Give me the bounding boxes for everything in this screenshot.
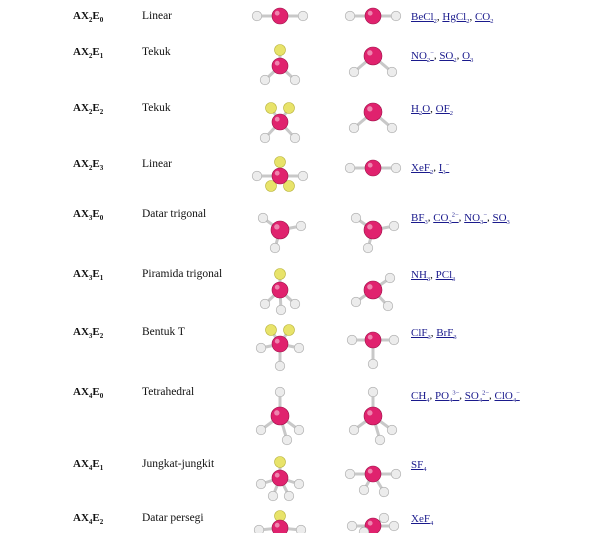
formula-label: $AX_4E_1$ xyxy=(73,458,104,473)
examples-list: XeF$_2$, $I_3^-$ xyxy=(411,161,450,176)
central-atom-highlight xyxy=(275,11,280,16)
molecule-model-shape xyxy=(338,320,408,372)
shape-label: Piramida trigonal xyxy=(142,268,223,280)
ligand-atom-sphere xyxy=(345,163,355,173)
example-compound-link[interactable]: XeF$_4$ xyxy=(411,513,434,528)
ligand-atom-sphere xyxy=(256,479,266,489)
ligand-atom-sphere xyxy=(375,435,385,445)
central-atom-sphere xyxy=(272,520,288,533)
molecule-model-with-lone-pairs xyxy=(245,0,315,34)
formula-label: $AX_4E_0$ xyxy=(73,386,104,401)
example-compound-link[interactable]: $CO_3^{2-}$ xyxy=(433,211,459,226)
molecule-model-with-lone-pairs xyxy=(245,96,315,144)
examples-list: $H_2O$, $OF_2$ xyxy=(411,103,453,118)
central-atom-sphere xyxy=(272,8,288,24)
ligand-atom-sphere xyxy=(294,343,304,353)
example-compound-link[interactable]: $NO_2^-$ xyxy=(411,49,434,64)
central-atom-highlight xyxy=(275,61,280,66)
ligand-atom-sphere xyxy=(294,425,304,435)
molecule-model-with-lone-pairs xyxy=(245,320,315,372)
ligand-atom-sphere xyxy=(347,521,357,531)
shape-label: Linear xyxy=(142,10,173,22)
ligand-atom-sphere xyxy=(349,67,359,77)
examples-list: $NO_2^-$, $SO_2$, $O_3$ xyxy=(411,49,474,64)
formula-label: $AX_3E_0$ xyxy=(73,208,104,223)
central-atom-highlight xyxy=(368,11,373,16)
central-atom-highlight xyxy=(274,410,279,415)
examples-list: $BF_3$, $CO_3^{2-}$, $NO_3^-$, $SO_3$ xyxy=(411,211,510,226)
example-compound-link[interactable]: $SO_3$ xyxy=(492,211,510,226)
shape-label: Tekuk xyxy=(142,46,171,58)
ligand-atom-sphere xyxy=(387,67,397,77)
formula-label: $AX_2E_2$ xyxy=(73,102,104,117)
molecule-model-with-lone-pairs xyxy=(245,40,315,88)
central-atom-sphere xyxy=(365,160,381,176)
ligand-atom-sphere xyxy=(387,425,397,435)
central-atom-sphere xyxy=(272,336,288,352)
example-compound-link[interactable]: $SO_2$ xyxy=(439,49,457,64)
example-compound-link[interactable]: $SF_4$ xyxy=(411,459,427,474)
ligand-atom-sphere xyxy=(294,479,304,489)
shape-label: Datar trigonal xyxy=(142,208,207,220)
central-atom-highlight xyxy=(275,117,280,122)
lone-pair-sphere xyxy=(275,45,286,56)
ligand-atom-sphere xyxy=(385,273,395,283)
ligand-atom-sphere xyxy=(391,11,401,21)
formula-label: $AX_3E_2$ xyxy=(73,326,104,341)
ligand-atom-sphere xyxy=(389,521,399,531)
formula-label: $AX_2E_1$ xyxy=(73,46,104,61)
example-compound-link[interactable]: XeF$_2$ xyxy=(411,161,434,176)
central-atom-highlight xyxy=(275,339,280,344)
example-compound-link[interactable]: HgCl$_2$ xyxy=(442,11,470,26)
ligand-atom-sphere xyxy=(351,213,361,223)
shape-label: Jungkat-jungkit xyxy=(142,458,215,470)
example-compound-link[interactable]: BeCl$_2$ xyxy=(411,11,437,26)
ligand-atom-sphere xyxy=(296,221,306,231)
molecule-model-shape xyxy=(338,0,408,34)
ligand-atom-sphere xyxy=(284,491,294,501)
central-atom-highlight xyxy=(275,473,280,478)
examples-list xyxy=(411,512,581,531)
molecule-model-shape xyxy=(338,454,408,502)
example-compound-link[interactable]: PCl$_3$ xyxy=(435,269,456,284)
ligand-atom-sphere xyxy=(379,487,389,497)
central-atom-sphere xyxy=(271,407,289,425)
ligand-atom-sphere xyxy=(268,491,278,501)
example-compound-link[interactable]: ClF$_3$ xyxy=(411,327,431,342)
ligand-atom-sphere xyxy=(256,425,266,435)
ligand-atom-sphere xyxy=(275,387,285,397)
examples-list: BeCl$_2$, HgCl$_2$, $CO_2$ xyxy=(411,11,494,26)
example-compound-link[interactable]: $I_3^-$ xyxy=(438,161,450,176)
formula-label: $AX_2E_3$ xyxy=(73,158,104,173)
lone-pair-sphere xyxy=(284,325,295,336)
ligand-atom-sphere xyxy=(254,525,264,533)
ligand-atom-sphere xyxy=(389,221,399,231)
ligand-atom-sphere xyxy=(275,361,285,371)
central-atom-highlight xyxy=(367,50,372,55)
ligand-atom-sphere xyxy=(389,335,399,345)
ligand-atom-sphere xyxy=(260,75,270,85)
central-atom-highlight xyxy=(274,224,279,229)
central-atom-sphere xyxy=(365,8,381,24)
lone-pair-sphere xyxy=(266,325,277,336)
lone-pair-sphere xyxy=(275,157,286,168)
shape-label: Linear xyxy=(142,158,173,170)
ligand-atom-sphere xyxy=(298,171,308,181)
central-atom-highlight xyxy=(368,163,373,168)
central-atom-highlight xyxy=(275,171,280,176)
example-compound-link[interactable]: $CO_2$ xyxy=(474,11,494,26)
example-compound-link[interactable]: BrF$_3$ xyxy=(436,327,457,342)
central-atom-sphere xyxy=(272,114,288,130)
central-atom-sphere xyxy=(272,58,288,74)
ligand-atom-sphere xyxy=(258,213,268,223)
ligand-atom-sphere xyxy=(298,11,308,21)
ligand-atom-sphere xyxy=(345,469,355,479)
ligand-atom-sphere xyxy=(379,513,389,523)
lone-pair-sphere xyxy=(275,269,286,280)
central-atom-highlight xyxy=(275,285,280,290)
formula-label: $AX_3E_1$ xyxy=(73,268,104,283)
central-atom-sphere xyxy=(272,168,288,184)
molecule-model-with-lone-pairs xyxy=(245,206,315,258)
formula-label: $AX_2E_0$ xyxy=(73,10,104,25)
ligand-atom-sphere xyxy=(351,297,361,307)
ligand-atom-sphere xyxy=(391,163,401,173)
ligand-atom-sphere xyxy=(270,243,280,253)
example-compound-link[interactable]: $H_2O$ xyxy=(411,103,431,118)
ligand-atom-sphere xyxy=(252,171,262,181)
molecule-model-shape xyxy=(338,96,408,144)
central-atom-sphere xyxy=(364,407,382,425)
example-compound-link[interactable]: ClO$_4$− xyxy=(494,389,520,404)
shape-label: Bentuk T xyxy=(142,326,185,338)
ligand-atom-sphere xyxy=(383,301,393,311)
central-atom-highlight xyxy=(368,469,373,474)
molecule-model-with-lone-pairs xyxy=(245,152,315,200)
molecule-model-with-lone-pairs xyxy=(245,384,315,446)
central-atom-highlight xyxy=(275,523,280,528)
example-compound-link[interactable]: $NH_3$ xyxy=(411,269,431,284)
examples-list xyxy=(411,458,581,477)
ligand-atom-sphere xyxy=(349,425,359,435)
example-compound-link[interactable]: $BF_3$ xyxy=(411,211,428,226)
molecule-model-shape xyxy=(338,40,408,88)
central-atom-sphere xyxy=(365,332,381,348)
ligand-atom-sphere xyxy=(276,305,286,315)
molecule-model-with-lone-pairs xyxy=(245,512,315,533)
lone-pair-sphere xyxy=(284,103,295,114)
examples-list: $CH_4$, $PO_4^{3-}$, $SO_4^{2-}$, ClO$_4$− xyxy=(411,389,520,404)
central-atom-highlight xyxy=(368,335,373,340)
ligand-atom-sphere xyxy=(359,485,369,495)
example-compound-link[interactable]: $CH_4$ xyxy=(411,389,430,404)
formula-label: $AX_4E_2$ xyxy=(73,512,104,527)
ligand-atom-sphere xyxy=(256,343,266,353)
ligand-atom-sphere xyxy=(290,75,300,85)
shape-label: Tetrahedral xyxy=(142,386,195,398)
ligand-atom-sphere xyxy=(290,133,300,143)
ligand-atom-sphere xyxy=(349,123,359,133)
molecule-model-with-lone-pairs xyxy=(245,454,315,502)
example-compound-link[interactable]: $OF_2$ xyxy=(435,103,453,118)
ligand-atom-sphere xyxy=(387,123,397,133)
example-compound-link[interactable]: $SO_4^{2-}$ xyxy=(464,389,489,404)
ligand-atom-sphere xyxy=(282,435,292,445)
central-atom-sphere xyxy=(271,221,289,239)
molecule-model-shape xyxy=(338,264,408,316)
central-atom-sphere xyxy=(272,282,288,298)
central-atom-sphere xyxy=(364,281,382,299)
central-atom-highlight xyxy=(367,284,372,289)
molecule-model-shape xyxy=(338,512,408,533)
molecule-model-shape xyxy=(338,206,408,258)
central-atom-sphere xyxy=(364,47,382,65)
example-compound-link[interactable]: $PO_4^{3-}$ xyxy=(435,389,460,404)
ligand-atom-sphere xyxy=(345,11,355,21)
molecule-model-with-lone-pairs xyxy=(245,264,315,316)
shape-label: Datar persegi xyxy=(142,512,204,524)
central-atom-highlight xyxy=(368,521,373,526)
central-atom-sphere xyxy=(364,103,382,121)
ligand-atom-sphere xyxy=(252,11,262,21)
molecule-model-shape xyxy=(338,152,408,200)
ligand-atom-sphere xyxy=(363,243,373,253)
ligand-atom-sphere xyxy=(296,525,306,533)
examples-list: $NH_3$, PCl$_3$ xyxy=(411,269,456,284)
lone-pair-sphere xyxy=(275,457,286,468)
central-atom-sphere xyxy=(364,221,382,239)
ligand-atom-sphere xyxy=(260,133,270,143)
central-atom-highlight xyxy=(367,106,372,111)
ligand-atom-sphere xyxy=(391,469,401,479)
ligand-atom-sphere xyxy=(260,299,270,309)
central-atom-highlight xyxy=(367,410,372,415)
molecule-model-shape xyxy=(338,384,408,446)
example-compound-link[interactable]: $NO_3^-$ xyxy=(464,211,487,226)
example-compound-link[interactable]: $O_3$ xyxy=(462,49,474,64)
central-atom-sphere xyxy=(272,470,288,486)
lone-pair-sphere xyxy=(266,103,277,114)
ligand-atom-sphere xyxy=(347,335,357,345)
examples-list: ClF$_3$, BrF$_3$ xyxy=(411,327,457,342)
central-atom-sphere xyxy=(365,466,381,482)
ligand-atom-sphere xyxy=(290,299,300,309)
shape-label: Tekuk xyxy=(142,102,171,114)
central-atom-highlight xyxy=(367,224,372,229)
ligand-atom-sphere xyxy=(368,359,378,369)
ligand-atom-sphere xyxy=(368,387,378,397)
